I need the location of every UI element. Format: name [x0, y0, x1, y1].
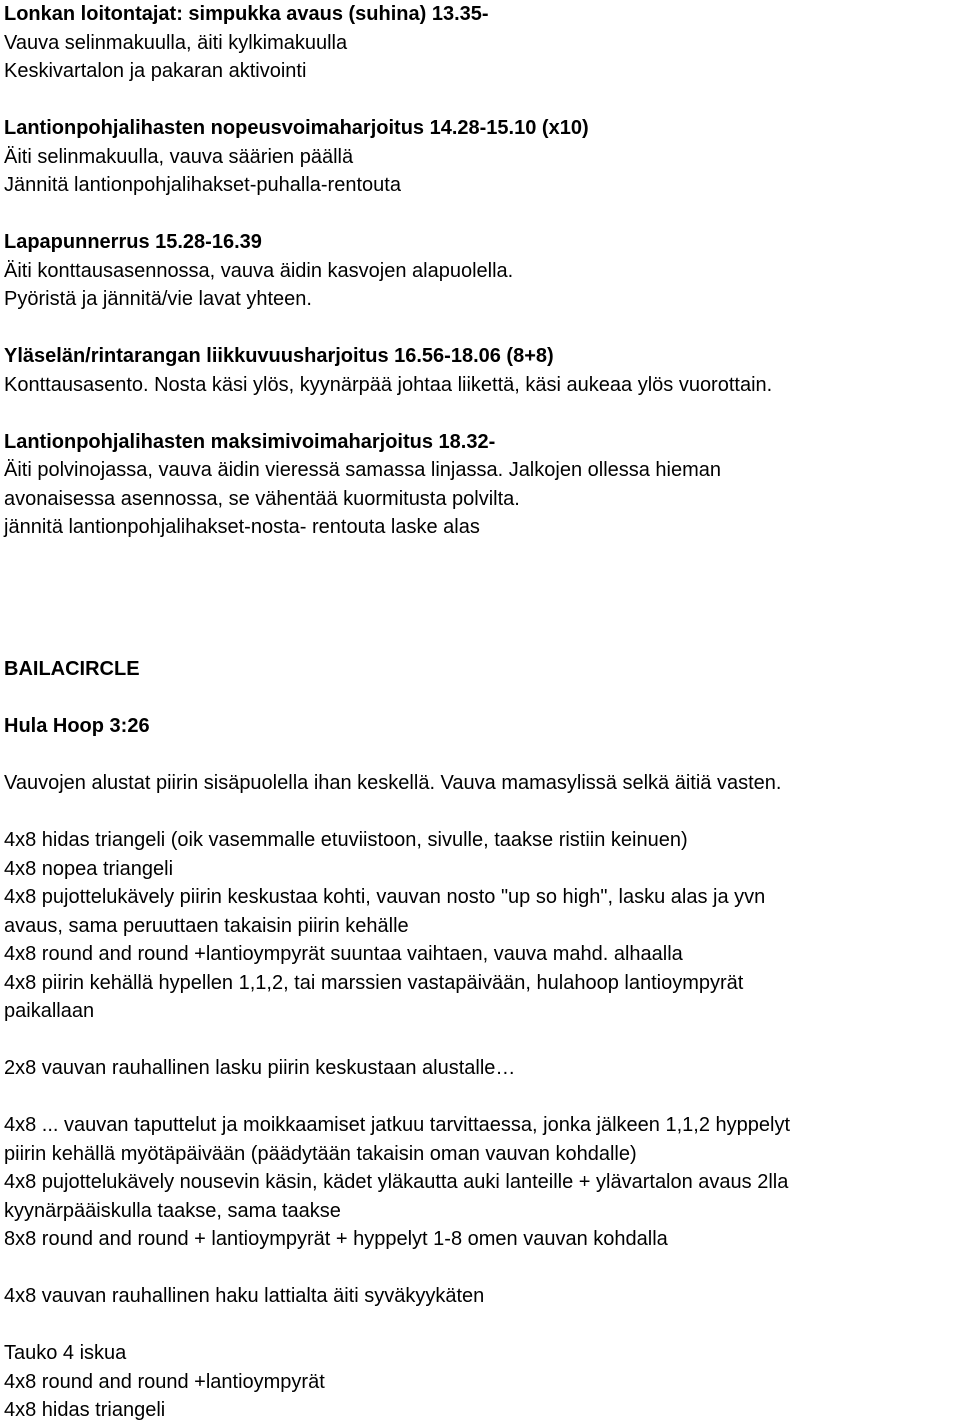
section-text: Äiti selinmakuulla, vauva säärien päällä: [4, 145, 354, 168]
choreo-line: piirin kehällä myötäpäivään (päädytään takaisin oman vauvan kohdalle): [4, 1142, 637, 1165]
section-heading: Lapapunnerrus 15.28-16.39: [4, 231, 262, 253]
section-heading: Lantionpohjalihasten nopeusvoimaharjoitus 14.28-15.10 (x10): [4, 117, 589, 139]
document-page: [4, 0, 958, 1425]
choreo-line: kyynärpääiskulla taakse, sama taakse: [4, 1199, 341, 1222]
choreo-line: avaus, sama peruuttaen takaisin piirin kehälle: [4, 914, 409, 937]
choreo-line: 4x8 hidas triangeli (oik vasemmalle etuviistoon, sivulle, taakse ristiin keinuen): [4, 829, 688, 851]
song-title: Hula Hoop 3:26: [4, 715, 150, 737]
choreo-line: 4x8 nopea triangeli: [4, 857, 174, 880]
section-text: Äiti konttausasennossa, vauva äidin kasvojen alapuolella.: [4, 259, 514, 282]
choreo-line: 8x8 round and round + lantioympyrät + hyppelyt 1-8 omen vauvan kohdalla: [4, 1228, 668, 1250]
section-text: Keskivartalon ja pakaran aktivointi: [4, 60, 307, 82]
choreo-line: 4x8 round and round +lantioympyrät: [4, 1370, 325, 1393]
section-text: avonaisessa asennossa, se vähentää kuormitusta polvilta.: [4, 487, 520, 510]
choreo-line: 4x8 pujottelukävely nousevin käsin, kädet yläkautta auki lanteille + ylävartalon avaus 2lla: [4, 1171, 789, 1193]
section-text: jännitä lantionpohjalihakset-nosta- rentouta laske alas: [4, 516, 480, 538]
intro-text: Vauvojen alustat piirin sisäpuolella ihan keskellä. Vauva mamasylissä selkä äitiä vasten.: [4, 772, 782, 794]
choreo-line: paikallaan: [4, 1000, 95, 1022]
section-text: Jännitä lantionpohjalihakset-puhalla-rentouta: [4, 174, 401, 196]
choreo-line: 4x8 piirin kehällä hypellen 1,1,2, tai marssien vastapäivään, hulahoop lantioympyrät: [4, 971, 744, 994]
choreo-line: 2x8 vauvan rauhallinen lasku piirin keskustaan alustalle…: [4, 1057, 516, 1079]
section-heading: Lantionpohjalihasten maksimivoimaharjoitus 18.32-: [4, 430, 496, 453]
section-heading: Yläselän/rintarangan liikkuvuusharjoitus 16.56-18.06 (8+8): [4, 345, 554, 367]
section-text: Pyöristä ja jännitä/vie lavat yhteen.: [4, 288, 312, 310]
section-text: Vauva selinmakuulla, äiti kylkimakuulla: [4, 31, 348, 54]
section-text: Äiti polvinojassa, vauva äidin vieressä samassa linjassa. Jalkojen ollessa hieman: [4, 459, 722, 481]
choreo-line: 4x8 hidas triangeli: [4, 1399, 166, 1421]
section-text: Konttausasento. Nosta käsi ylös, kyynärpää johtaa liikettä, käsi aukeaa ylös vuorottain.: [4, 373, 773, 396]
choreo-line: Tauko 4 iskua: [4, 1342, 127, 1364]
choreo-line: 4x8 ... vauvan taputtelut ja moikkaamiset jatkuu tarvittaessa, jonka jälkeen 1,1,2 hyppelyt: [4, 1114, 790, 1136]
choreo-line: 4x8 vauvan rauhallinen haku lattialta äiti syväkyykäten: [4, 1285, 485, 1307]
choreo-line: 4x8 round and round +lantioympyrät suuntaa vaihtaen, vauva mahd. alhaalla: [4, 943, 683, 965]
choreo-line: 4x8 pujottelukävely piirin keskustaa kohti, vauvan nosto "up so high", lasku alas ja yvn: [4, 886, 766, 908]
section-heading: Lonkan loitontajat: simpukka avaus (suhina) 13.35-: [4, 3, 489, 25]
bailacircle-title: BAILACIRCLE: [4, 658, 140, 680]
